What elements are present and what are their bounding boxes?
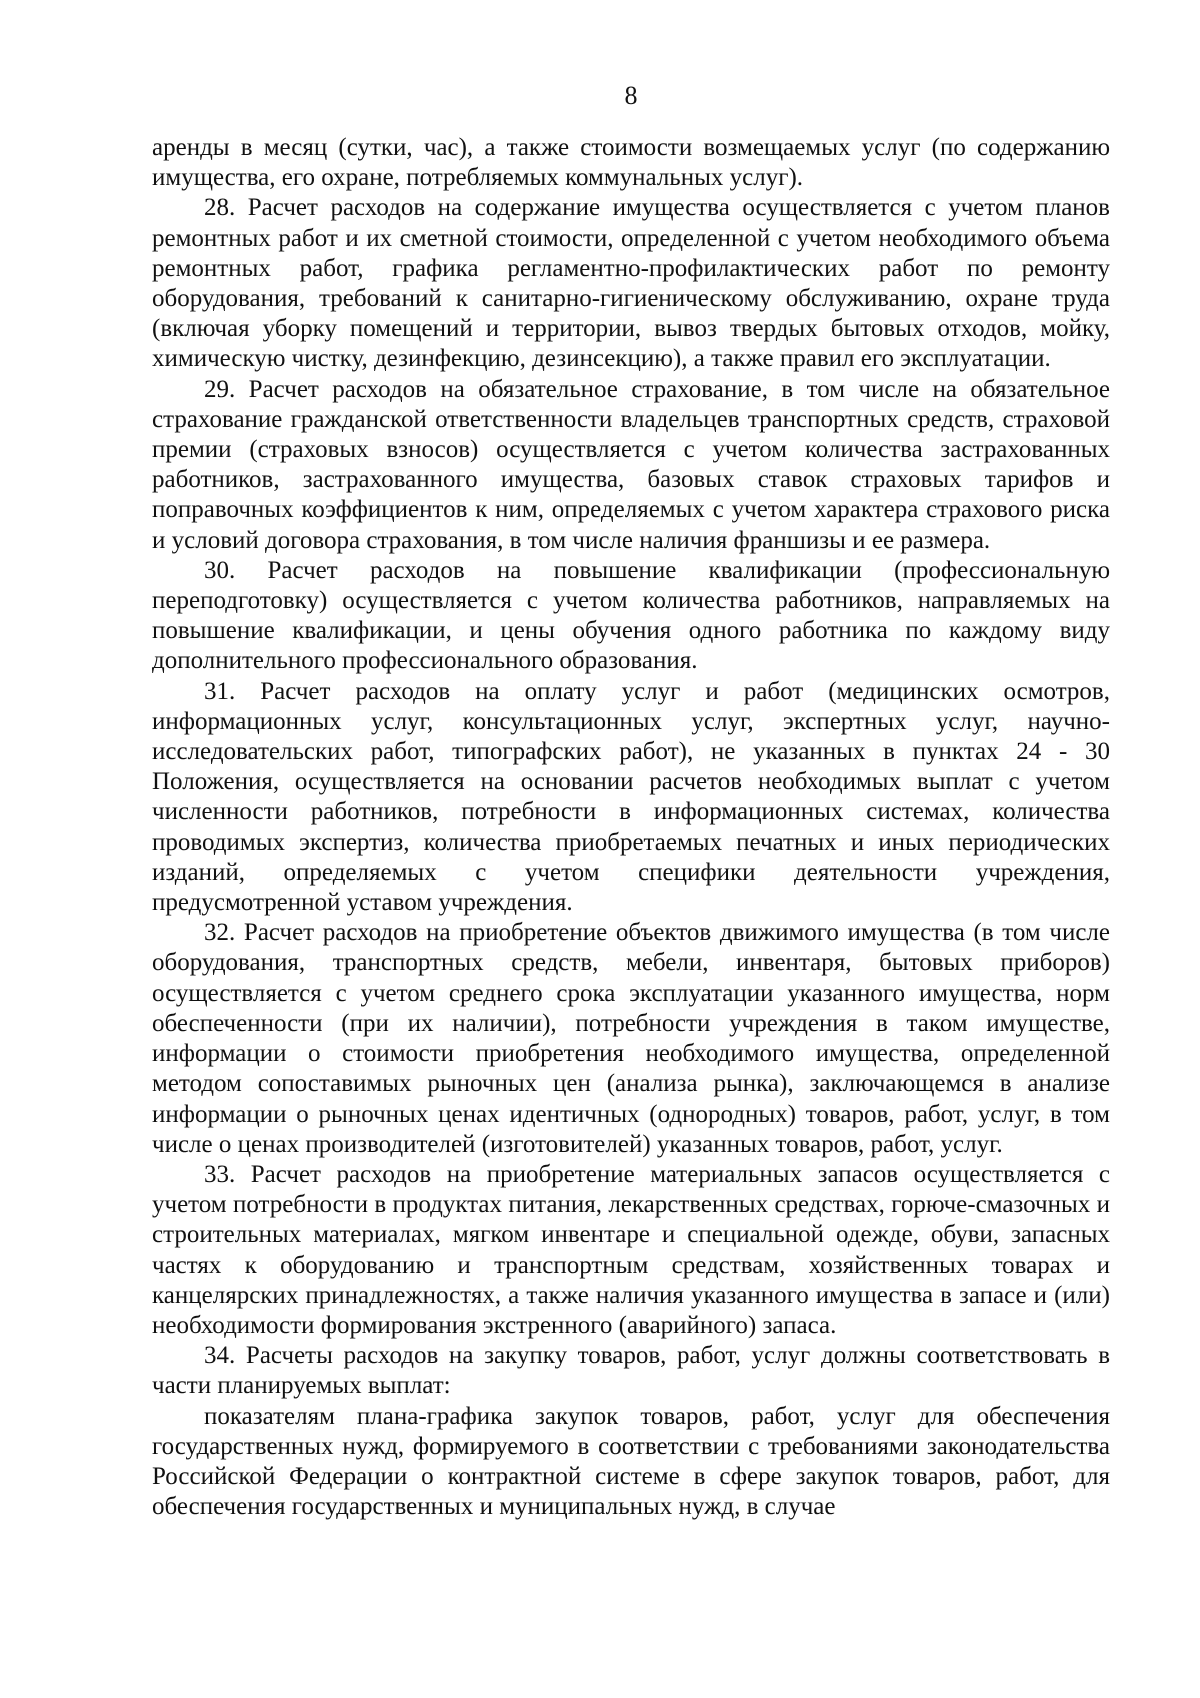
paragraph-item-34-subclause: показателям плана-графика закупок товаров, работ, услуг для обеспечения государственных нужд, формируемого в соответствии с требованиями законодательства Российской Федерации о контрактной системе в сфере закупок товаров, работ, для обеспечения государственных и муниципальных нужд, в случае: [152, 1402, 1110, 1521]
page-number: 8: [624, 81, 638, 110]
paragraph-item-31: 31. Расчет расходов на оплату услуг и работ (медицинских осмотров, информационных услуг, консультационных услуг, экспертных услуг, научно-исследовательских работ, типографских работ), не указанных в пунктах 24 - 30 Положения, осуществляется на основании расчетов необходимых выплат с учетом численности работников, потребности в информационных системах, количества проводимых экспертиз, количества приобретаемых печатных и иных периодических изданий, определяемых с учетом специфики деятельности учреждения, предусмотренной уставом учреждения.: [152, 677, 1110, 917]
paragraph-item-29: 29. Расчет расходов на обязательное страхование, в том числе на обязательное страхование гражданской ответственности владельцев транспортных средств, страховой премии (страховых взносов) осуществляется с учетом количества застрахованных работников, застрахованного имущества, базовых ставок страховых тарифов и поправочных коэффициентов к ним, определяемых с учетом характера страхового риска и условий договора страхования, в том числе наличия франшизы и ее размера.: [152, 375, 1110, 554]
paragraph-continuation: аренды в месяц (сутки, час), а также стоимости возмещаемых услуг (по содержанию имущества, его охране, потребляемых коммунальных услуг).: [152, 134, 1110, 192]
document-body: [152, 133, 1110, 1522]
paragraph-item-28: 28. Расчет расходов на содержание имущества осуществляется с учетом планов ремонтных работ и их сметной стоимости, определенной с учетом необходимого объема ремонтных работ, графика регламентно-профилактических работ по ремонту оборудования, требований к санитарно-гигиеническому обслуживанию, охране труда (включая уборку помещений и территории, вывоз твердых бытовых отходов, мойку, химическую чистку, дезинфекцию, дезинсекцию), а также правил его эксплуатации.: [152, 194, 1110, 373]
paragraph-item-32: 32. Расчет расходов на приобретение объектов движимого имущества (в том числе оборудования, транспортных средств, мебели, инвентаря, бытовых приборов) осуществляется с учетом среднего срока эксплуатации указанного имущества, норм обеспеченности (при их наличии), потребности учреждения в таком имуществе, информации о стоимости приобретения необходимого имущества, определенной методом сопоставимых рыночных цен (анализа рынка), заключающемся в анализе информации о рыночных ценах идентичных (однородных) товаров, работ, услуг, в том числе о ценах производителей (изготовителей) указанных товаров, работ, услуг.: [152, 919, 1110, 1158]
paragraph-item-34: 34. Расчеты расходов на закупку товаров, работ, услуг должны соответствовать в части планируемых выплат:: [152, 1342, 1110, 1400]
paragraph-item-30: 30. Расчет расходов на повышение квалификации (профессиональную переподготовку) осуществляется с учетом количества работников, направляемых на повышение квалификации, и цены обучения одного работника по каждому виду дополнительного профессионального образования.: [152, 556, 1110, 675]
paragraph-item-33: 33. Расчет расходов на приобретение материальных запасов осуществляется с учетом потребности в продуктах питания, лекарственных средствах, горюче-смазочных и строительных материалах, мягком инвентаре и специальной одежде, обуви, запасных частях к оборудованию и транспортным средствам, хозяйственных товарах и канцелярских принадлежностях, а также наличия указанного имущества в запасе и (или) необходимости формирования экстренного (аварийного) запаса.: [152, 1160, 1110, 1339]
